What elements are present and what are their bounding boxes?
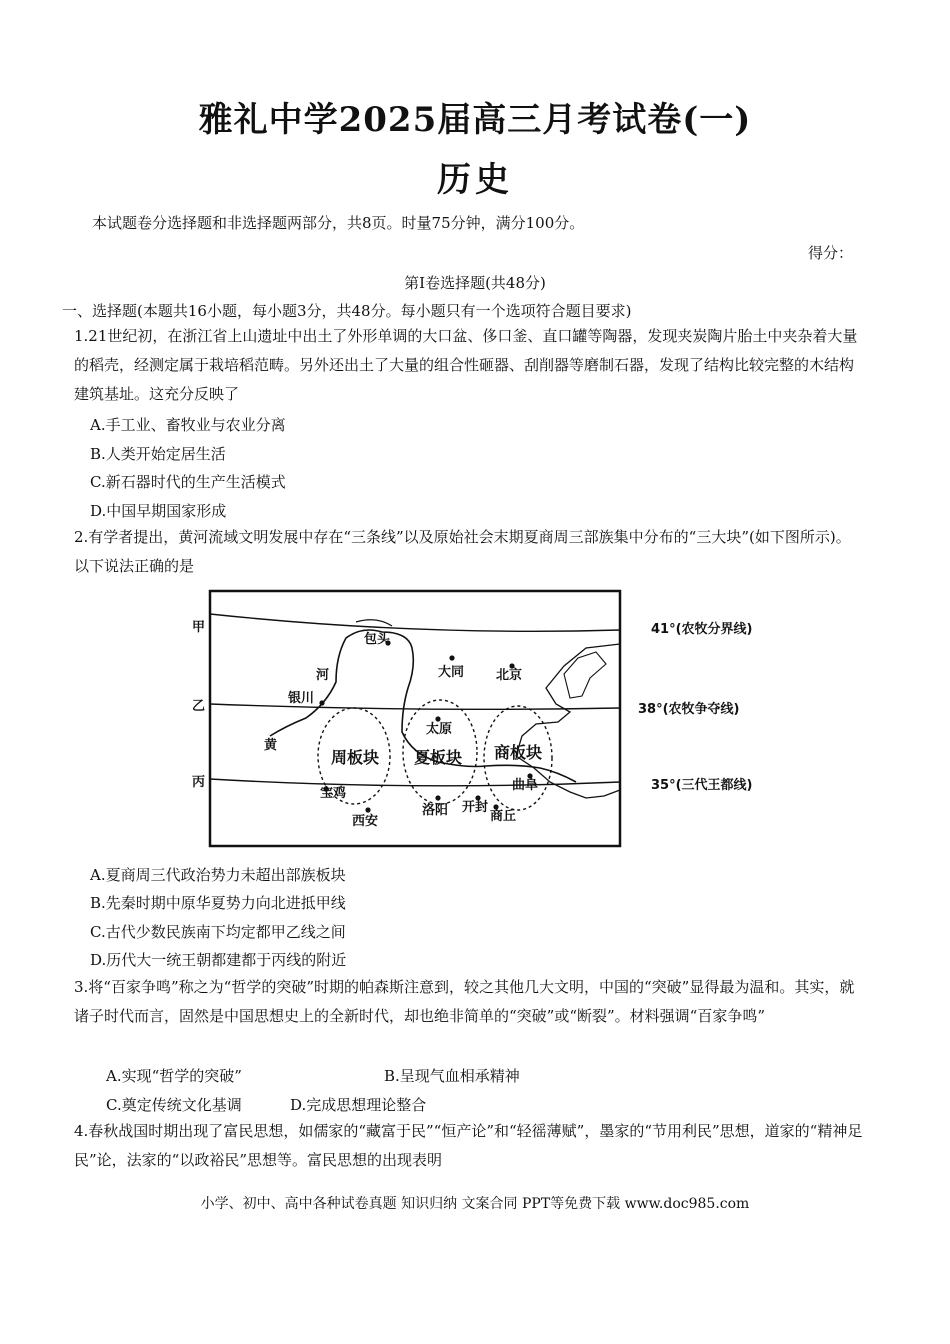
question-1-option-a[interactable]: A.手工业、畜牧业与农业分离 <box>90 416 286 434</box>
map-city-luoyang: 洛阳 <box>422 803 449 818</box>
city-dot-taiyuan <box>435 716 440 721</box>
map-city-kaifeng: 开封 <box>462 800 489 815</box>
footer-text: 小学、初中、高中各种试卷真题 知识归纳 文案合同 PPT等免费下载 www.doc985.com <box>200 1196 750 1212</box>
question-4-stem: 4.春秋战国时期出现了富民思想，如儒家的“藏富于民”“恒产论”和“轻徭薄赋”，墨家的“节用利民”思想，道家的“精神足民”论，法家的“以政裕民”思想等。富民思想的出现表明 <box>74 1122 863 1169</box>
map-block-shang: 商板块 <box>494 743 543 762</box>
map-label-41: 41°(农牧分界线) <box>651 622 753 637</box>
question-3-option-c[interactable]: C.奠定传统文化基调 <box>106 1096 242 1114</box>
subject-title: 历史 <box>437 160 513 200</box>
question-3-stem: 3.将“百家争鸣”称之为“哲学的突破”时期的帕森斯注意到，较之其他几大文明，中国的“突破”显得最为温和。其实，就诸子时代而言，固然是中国思想史上的全新时代，却也绝非简单的“突破”或“断裂”。材料强调“百家争鸣” <box>74 978 855 1025</box>
map-label-bing: 丙 <box>192 775 206 790</box>
map-river-he: 河 <box>316 668 330 683</box>
question-1-option-d[interactable]: D.中国早期国家形成 <box>90 502 227 520</box>
map-city-yinchuan: 银川 <box>288 691 315 706</box>
city-dot-xian <box>365 807 370 812</box>
question-2-option-c[interactable]: C.古代少数民族南下均定都甲乙线之间 <box>90 923 346 941</box>
question-3-option-d[interactable]: D.完成思想理论整合 <box>290 1096 427 1114</box>
map-figure <box>186 586 766 848</box>
map-city-qufu: 曲阜 <box>512 778 539 793</box>
map-label-jia: 甲 <box>192 620 206 635</box>
question-1-option-c[interactable]: C.新石器时代的生产生活模式 <box>90 473 286 491</box>
map-city-baoji: 宝鸡 <box>320 786 347 801</box>
map-label-yi: 乙 <box>192 699 206 714</box>
question-2-option-a[interactable]: A.夏商周三代政治势力未超出部族板块 <box>90 866 346 884</box>
section-title: 第Ⅰ卷选择题(共48分) <box>404 274 546 292</box>
map-city-taiyuan: 太原 <box>426 722 453 737</box>
question-2-option-b[interactable]: B.先秦时期中原华夏势力向北进抵甲线 <box>90 894 346 912</box>
question-2-stem: 2.有学者提出，黄河流域文明发展中存在“三条线”以及原始社会末期夏商周三部族集中分布的“三大块”(如下图所示)。以下说法正确的是 <box>74 528 851 575</box>
city-dot-luoyang <box>435 795 440 800</box>
part-instructions: 一、选择题(本题共16小题，每小题3分，共48分。每小题只有一个选项符合题目要求) <box>62 302 632 320</box>
map-city-baotou: 包头 <box>364 632 391 647</box>
map-city-shangqiu: 商丘 <box>490 809 517 824</box>
question-1-option-b[interactable]: B.人类开始定居生活 <box>90 445 226 463</box>
map-label-38: 38°(农牧争夺线) <box>638 702 740 717</box>
map-block-xia: 夏板块 <box>414 748 463 767</box>
question-3-option-b[interactable]: B.呈现气血相承精神 <box>384 1067 520 1085</box>
map-city-datong: 大同 <box>438 665 465 680</box>
city-dot-datong <box>449 655 454 660</box>
question-2-option-d[interactable]: D.历代大一统王朝都建都于丙线的附近 <box>90 951 347 969</box>
map-block-zhou: 周板块 <box>331 748 380 767</box>
score-label: 得分： <box>808 244 854 262</box>
question-1-stem: 1.21世纪初，在浙江省上山遗址中出土了外形单调的大口盆、侈口釜、直口罐等陶器，发现夹炭陶片胎土中夹杂着大量的稻壳，经测定属于栽培稻范畴。另外还出土了大量的组合性砸器、刮削器等磨制石器，发现了结构比较完整的木结构建筑基址。这充分反映了 <box>74 327 858 403</box>
exam-title: 雅礼中学2025届高三月考试卷(一) <box>198 100 752 140</box>
map-city-beijing: 北京 <box>496 668 523 683</box>
question-3-option-a[interactable]: A.实现“哲学的突破” <box>106 1067 242 1085</box>
map-label-35: 35°(三代王都线) <box>651 778 753 793</box>
map-river-huang: 黄 <box>264 738 278 753</box>
city-dot-yinchuan <box>319 700 324 705</box>
map-city-xian: 西安 <box>352 814 379 829</box>
yellow-river-map <box>186 586 766 848</box>
exam-intro: 本试题卷分选择题和非选择题两部分，共8页。时量75分钟，满分100分。 <box>92 214 585 232</box>
